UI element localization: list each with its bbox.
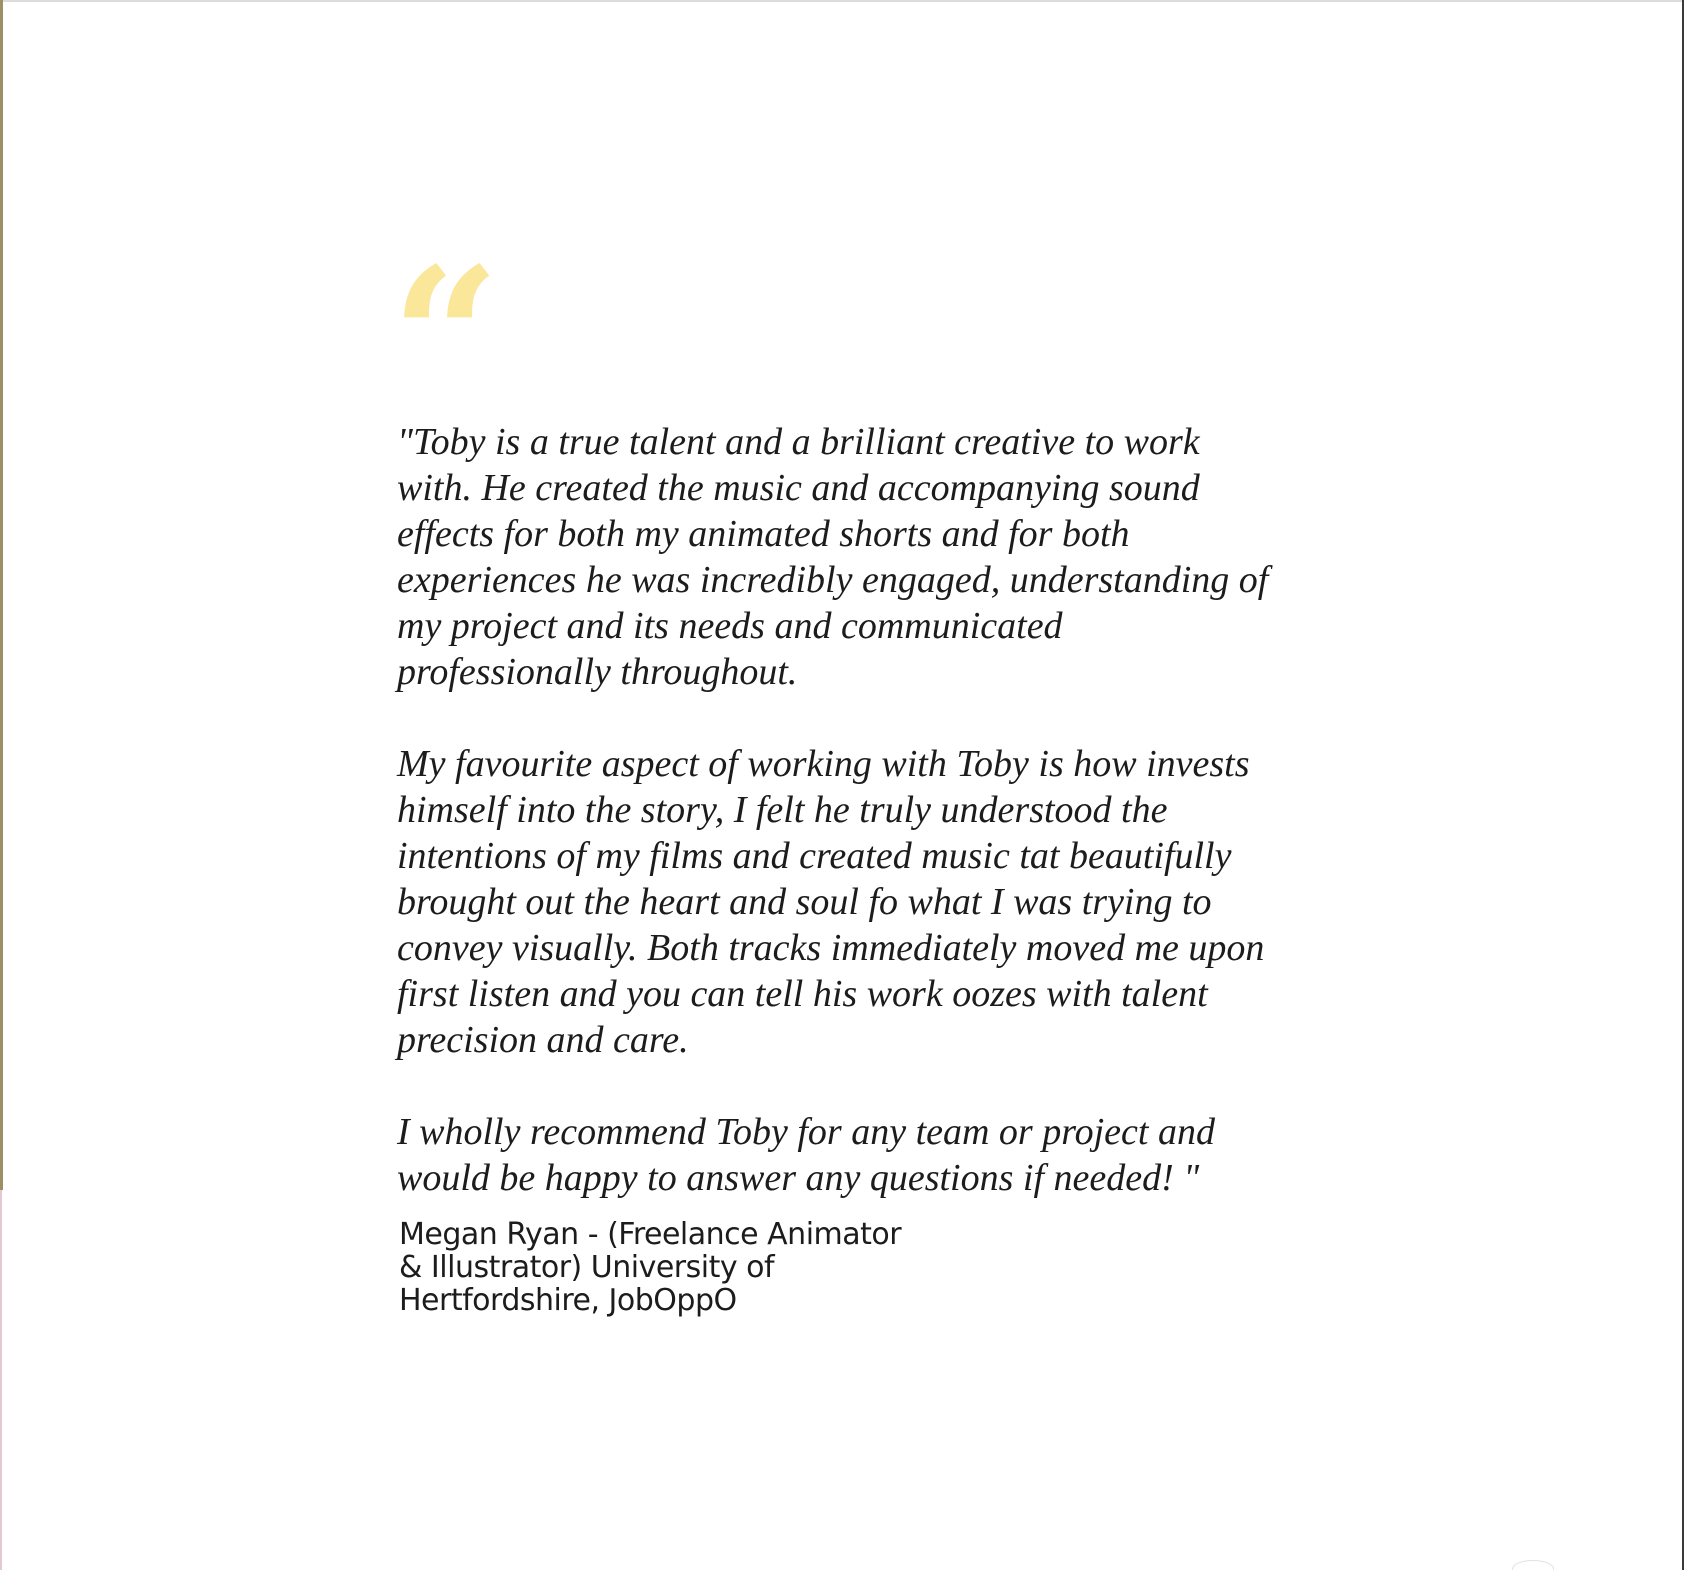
quote-mark-icon bbox=[391, 226, 1297, 449]
left-border-lower bbox=[0, 1190, 2, 1570]
testimonial-attribution: Megan Ryan - (Freelance Animator & Illustrator) University of Hertfordshire, JobOppO bbox=[399, 1217, 902, 1318]
left-border bbox=[0, 0, 3, 1190]
scroll-indicator-icon[interactable] bbox=[1512, 1560, 1554, 1570]
quote-paragraph-2: My favourite aspect of working with Toby is how invests himself into the story, I felt he truly understood the intentions of my films and created music tat beautifully brought out the heart and soul fo what I was trying to convey visually. Both tracks immediately moved me upon first listen and you can tell his work oozes with talent precision and care. bbox=[397, 743, 1265, 1061]
quote-paragraph-1: "Toby is a true talent and a brilliant creative to work with. He created the music and accompanying sound effects for both my animated shorts and for both experiences he was incredibly engaged, understanding of my project and its needs and communicated professionally throughout. bbox=[397, 421, 1269, 693]
quote-paragraph-3: I wholly recommend Toby for any team or project and would be happy to answer any questions if needed! " bbox=[397, 1111, 1215, 1199]
quote-text bbox=[397, 419, 1277, 1201]
quote-mark-glyph: “ bbox=[391, 226, 501, 449]
top-border bbox=[0, 0, 1684, 2]
testimonial-block bbox=[391, 226, 1297, 1201]
